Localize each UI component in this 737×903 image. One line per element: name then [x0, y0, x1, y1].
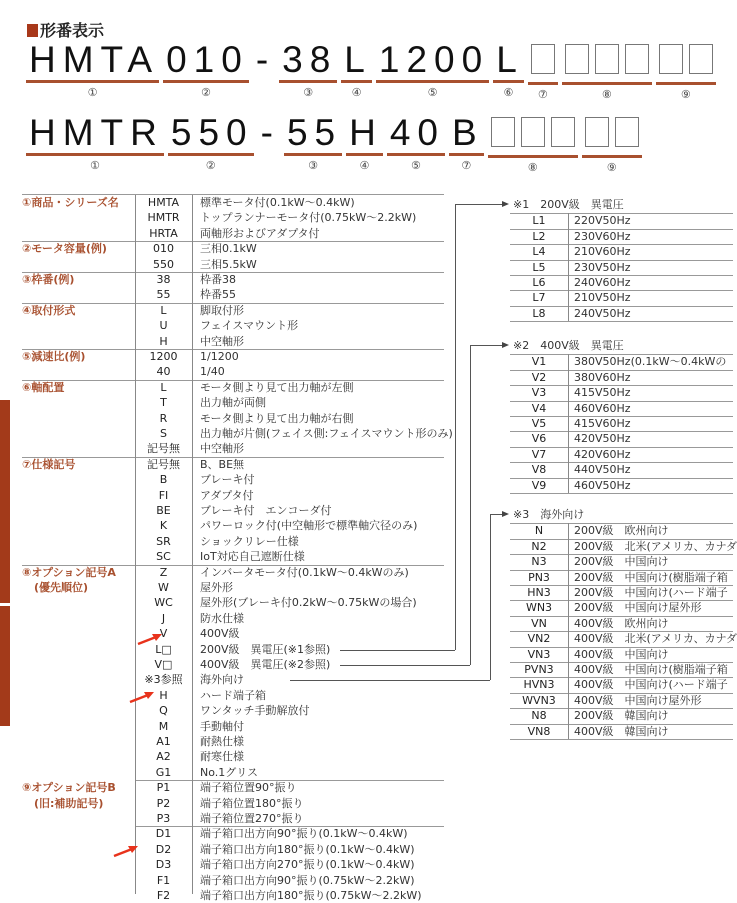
segment-number: ① — [87, 86, 98, 99]
table-divider — [135, 826, 444, 827]
note-code: N — [534, 524, 544, 538]
option-description: 出力軸が両側 — [200, 396, 266, 410]
option-description: 脚取付形 — [200, 303, 244, 317]
option-code: HRTA — [149, 226, 178, 240]
note-value: 200V級 韓国向け — [574, 709, 669, 723]
note-value: 200V級 中国向け — [574, 555, 669, 569]
code-segment-text: 550 — [170, 112, 254, 153]
option-description: 端子箱位置90°振り — [200, 781, 297, 795]
note-title: ※3 海外向け — [513, 508, 585, 521]
code-segment-text: 40 — [389, 112, 445, 153]
connector-line — [490, 514, 491, 680]
group-label: ④取付形式 — [22, 303, 76, 317]
option-description: 両軸形およびアダプタ付 — [200, 226, 320, 240]
option-description: モータ側より見て出力軸が右側 — [200, 411, 354, 425]
connector-line — [455, 204, 456, 650]
option-description: 1/40 — [200, 365, 225, 379]
note-value: 200V級 北米(アメリカ、カナダ — [574, 539, 737, 553]
segment-number: ③ — [303, 86, 314, 99]
option-code: 1200 — [149, 350, 178, 363]
segment-number: ③ — [308, 159, 318, 172]
option-description: 標準モータ付(0.1kW〜0.4kW) — [200, 196, 355, 209]
option-code: D3 — [155, 858, 172, 872]
group-label: ⑥軸配置 — [22, 380, 65, 394]
note-code: V5 — [531, 417, 547, 430]
option-code: 記号無 — [147, 457, 180, 471]
option-code: L□ — [155, 642, 172, 656]
option-code: WC — [154, 596, 173, 610]
connector-line — [470, 345, 503, 346]
option-code: 55 — [156, 288, 171, 302]
code-segment-text: - — [255, 39, 276, 80]
option-description: 1/1200 — [200, 350, 239, 363]
option-code: 550 — [153, 257, 174, 271]
note-code: VN2 — [527, 632, 551, 646]
note-value: 200V級 欧州向け — [574, 524, 669, 538]
note-value: 400V級 中国向け屋外形 — [574, 693, 702, 707]
connector-line — [340, 665, 470, 666]
option-description: ブレーキ付 エンコーダ付 — [200, 504, 332, 517]
column-divider — [568, 354, 569, 493]
column-divider — [135, 195, 136, 894]
option-description: 中空軸形 — [200, 334, 244, 348]
option-code: HMTR — [147, 211, 180, 225]
option-description: 端子箱位置270°振り — [200, 812, 304, 825]
note-value: 380V60Hz — [574, 370, 631, 384]
option-code: 40 — [156, 365, 171, 379]
note-title: ※1 200V級 異電圧 — [513, 198, 624, 211]
note-title: ※2 400V級 異電圧 — [513, 339, 624, 352]
note-value: 415V60Hz — [574, 417, 631, 430]
note-code: V7 — [531, 447, 547, 461]
option-code: M — [158, 719, 169, 733]
option-code: S — [160, 427, 167, 440]
note-code: V6 — [531, 432, 547, 446]
group-label: (優先順位) — [34, 581, 89, 594]
code-segment-text: 010 — [166, 39, 249, 80]
note-code: N8 — [531, 709, 547, 723]
note-code: V3 — [531, 386, 547, 400]
arrow-right-icon — [502, 342, 509, 348]
option-code: L — [160, 380, 167, 394]
group-label: ⑧オプション記号A — [22, 565, 116, 579]
option-code: ※3参照 — [144, 673, 183, 687]
note-code: N2 — [531, 539, 547, 553]
note-code: VN3 — [527, 647, 551, 661]
option-description: ショックリレー仕様 — [200, 534, 299, 548]
option-description: モータ側より見て出力軸が左側 — [200, 380, 354, 394]
note-code: V1 — [531, 355, 547, 369]
option-description: アダプタ付 — [200, 488, 254, 502]
option-code: U — [159, 319, 168, 333]
option-description: インバータモータ付(0.1kW〜0.4kWのみ) — [200, 565, 409, 579]
option-code: FI — [158, 488, 169, 502]
option-code: L — [160, 303, 167, 317]
option-description: トップランナーモータ付(0.75kW〜2.2kW) — [200, 211, 417, 225]
red-arrow-icon — [136, 632, 164, 646]
group-label: ⑦仕様記号 — [22, 457, 76, 471]
note-code: L8 — [532, 306, 546, 320]
note-value: 420V50Hz — [574, 432, 631, 446]
option-description: 端子箱口出方向270°振り(0.1kW〜0.4kW) — [200, 858, 415, 872]
option-code: 38 — [156, 273, 171, 286]
arrow-right-icon — [502, 201, 509, 207]
connector-line — [290, 680, 490, 681]
arrow-right-icon — [502, 511, 509, 517]
note-value: 400V級 中国向け(ハード端子 — [574, 678, 728, 692]
option-code: J — [161, 611, 166, 625]
option-code: K — [159, 519, 168, 533]
code-segment-text: B — [451, 112, 484, 153]
segment-number: ⑤ — [427, 86, 438, 99]
connector-line — [455, 204, 503, 205]
option-code: P3 — [156, 812, 171, 825]
red-arrow-icon — [112, 844, 140, 858]
option-description: 端子箱口出方向90°振り(0.75kW〜2.2kW) — [200, 873, 415, 887]
option-code: SC — [156, 550, 171, 564]
segment-number: ⑨ — [680, 88, 691, 101]
segment-number: ① — [90, 159, 100, 172]
column-divider — [192, 195, 193, 894]
option-description: 中空軸形 — [200, 442, 244, 456]
segment-number: ⑦ — [461, 159, 472, 172]
code-segment-text: HMTA — [29, 39, 160, 80]
option-code: V□ — [154, 658, 173, 671]
option-description: 400V級 — [200, 627, 240, 641]
code-segment-text: L — [496, 39, 524, 80]
option-code: H — [159, 334, 168, 348]
option-description: IoT対応自己遮断仕様 — [200, 550, 305, 564]
option-description: 海外向け — [200, 673, 244, 687]
note-value: 415V50Hz — [574, 386, 631, 400]
note-value: 420V60Hz — [574, 447, 631, 461]
code-segment-text: - — [260, 112, 280, 153]
column-divider — [568, 213, 569, 321]
note-code: PN3 — [528, 570, 550, 584]
note-code: N3 — [531, 555, 547, 569]
segment-number: ⑤ — [410, 159, 421, 172]
note-code: L7 — [532, 291, 546, 305]
option-description: 三相0.1kW — [200, 242, 257, 256]
note-value: 230V60Hz — [574, 229, 631, 243]
option-description: 端子箱口出方向180°振り(0.75kW〜2.2kW) — [200, 889, 422, 902]
option-description: 耐熱仕様 — [200, 735, 244, 748]
option-code: H — [159, 688, 168, 702]
group-label: ⑤減速比(例) — [22, 350, 86, 363]
table-divider — [510, 321, 733, 322]
note-code: WN3 — [525, 601, 553, 615]
option-description: ワンタッチ手動解放付 — [200, 704, 310, 718]
code-segment-text: 55 — [286, 112, 343, 153]
note-value: 400V級 中国向け(樹脂端子箱 — [574, 663, 728, 676]
note-value: 220V50Hz — [574, 214, 631, 228]
note-value: 240V60Hz — [574, 276, 631, 289]
note-value: 440V50Hz — [574, 463, 631, 477]
column-divider — [568, 523, 569, 739]
segment-number: ② — [201, 86, 211, 99]
group-label: ①商品・シリーズ名 — [22, 196, 119, 209]
option-code: A2 — [156, 750, 171, 764]
segment-number: ④ — [351, 86, 362, 99]
option-code: A1 — [156, 735, 171, 748]
note-code: L6 — [532, 276, 546, 289]
option-code: SR — [156, 534, 171, 548]
option-code: T — [160, 396, 167, 410]
note-code: L5 — [532, 260, 546, 274]
note-value: 210V50Hz — [574, 291, 631, 305]
option-code: B — [159, 473, 168, 487]
note-code: V2 — [531, 370, 547, 384]
note-code: VN8 — [527, 724, 551, 738]
note-value: 400V級 韓国向け — [574, 724, 669, 738]
note-value: 210V60Hz — [574, 245, 631, 259]
option-description: 端子箱口出方向90°振り(0.1kW〜0.4kW) — [200, 827, 408, 841]
option-description: 屋外形 — [200, 581, 233, 594]
option-code: F1 — [156, 873, 171, 887]
option-description: 枠番55 — [200, 288, 236, 302]
note-value: 460V50Hz — [574, 478, 631, 492]
note-code: V8 — [531, 463, 547, 477]
option-description: パワーロック付(中空軸形で標準軸穴径のみ) — [200, 519, 418, 533]
note-code: V9 — [531, 478, 547, 492]
note-code: WVN3 — [522, 693, 556, 707]
segment-number: ④ — [359, 159, 370, 172]
code-segment-text: 1200 — [378, 39, 490, 80]
segment-number: ⑥ — [503, 86, 514, 99]
heading-text: 形番表示 — [40, 21, 105, 40]
segment-number: ② — [205, 159, 216, 172]
segment-number: ⑨ — [606, 161, 617, 174]
option-description: 端子箱位置180°振り — [200, 796, 304, 810]
note-code: L4 — [532, 245, 546, 259]
connector-line — [470, 345, 471, 665]
segment-number: ⑧ — [527, 161, 538, 174]
option-description: ブレーキ付 — [200, 473, 255, 487]
note-value: 200V級 中国向け(ハード端子 — [574, 586, 728, 599]
group-label: ③枠番(例) — [22, 273, 75, 286]
code-segment-text: L — [344, 39, 372, 80]
option-description: 手動軸付 — [200, 719, 244, 733]
note-value: 400V級 中国向け — [574, 647, 669, 661]
note-value: 400V級 欧州向け — [574, 616, 669, 630]
table-divider — [510, 493, 733, 494]
note-value: 380V50Hz(0.1kW〜0.4kWの — [574, 355, 727, 369]
code-segment-text: HMTR — [29, 112, 164, 153]
option-description: B、BE無 — [200, 457, 245, 471]
option-code: P2 — [156, 796, 171, 810]
option-description: 200V級 異電圧(※1参照) — [200, 642, 331, 656]
code-segment-text: 38 — [282, 39, 338, 80]
option-code: F2 — [156, 889, 171, 902]
option-code: R — [159, 411, 168, 425]
option-description: ハード端子箱 — [200, 688, 266, 702]
option-description: 出力軸が片側(フェイス側:フェイスマウント形のみ) — [200, 427, 453, 440]
option-description: 端子箱口出方向180°振り(0.1kW〜0.4kW) — [200, 842, 415, 856]
note-code: HVN3 — [523, 678, 555, 692]
option-code: Q — [159, 704, 168, 718]
note-value: 200V級 中国向け屋外形 — [574, 601, 702, 615]
option-code: 010 — [153, 242, 174, 256]
code-segment-text: H — [349, 112, 383, 153]
option-code: V — [159, 627, 168, 641]
note-code: PVN3 — [524, 663, 554, 676]
note-value: 200V級 中国向け(樹脂端子箱 — [574, 570, 728, 584]
option-description: 屋外形(ブレーキ付0.2kW〜0.75kWの場合) — [200, 596, 417, 610]
connector-line — [340, 650, 455, 651]
option-description: フェイスマウント形 — [200, 319, 299, 333]
option-description: 防水仕様 — [200, 611, 244, 625]
option-code: W — [158, 581, 169, 594]
note-code: HN3 — [527, 586, 551, 599]
group-label: (旧:補助記号) — [34, 796, 104, 810]
option-code: D1 — [155, 827, 172, 841]
note-code: L1 — [532, 214, 546, 228]
option-description: 三相5.5kW — [200, 257, 257, 271]
option-description: 耐寒仕様 — [200, 750, 244, 764]
red-arrow-icon — [128, 690, 156, 704]
group-label: ②モータ容量(例) — [22, 242, 107, 256]
note-code: L2 — [532, 229, 546, 243]
option-code: 記号無 — [147, 442, 180, 456]
table-divider — [510, 739, 733, 740]
option-code: Z — [159, 565, 168, 579]
option-code: HMTA — [147, 196, 180, 209]
note-value: 460V60Hz — [574, 401, 631, 415]
option-description: 400V級 異電圧(※2参照) — [200, 658, 331, 671]
note-code: V4 — [531, 401, 547, 415]
option-code: P1 — [156, 781, 171, 795]
option-description: No.1グリス — [200, 765, 259, 779]
note-value: 230V50Hz — [574, 260, 631, 274]
note-value: 240V50Hz — [574, 306, 631, 320]
note-code: VN — [531, 616, 547, 630]
option-description: 枠番38 — [200, 273, 236, 286]
segment-number: ⑧ — [601, 88, 612, 101]
option-code: D2 — [155, 842, 172, 856]
option-code: G1 — [155, 765, 172, 779]
group-label: ⑨オプション記号B — [22, 781, 116, 795]
segment-number: ⑦ — [537, 88, 548, 101]
note-value: 400V級 北米(アメリカ、カナダ — [574, 632, 737, 646]
option-code: BE — [156, 504, 171, 517]
